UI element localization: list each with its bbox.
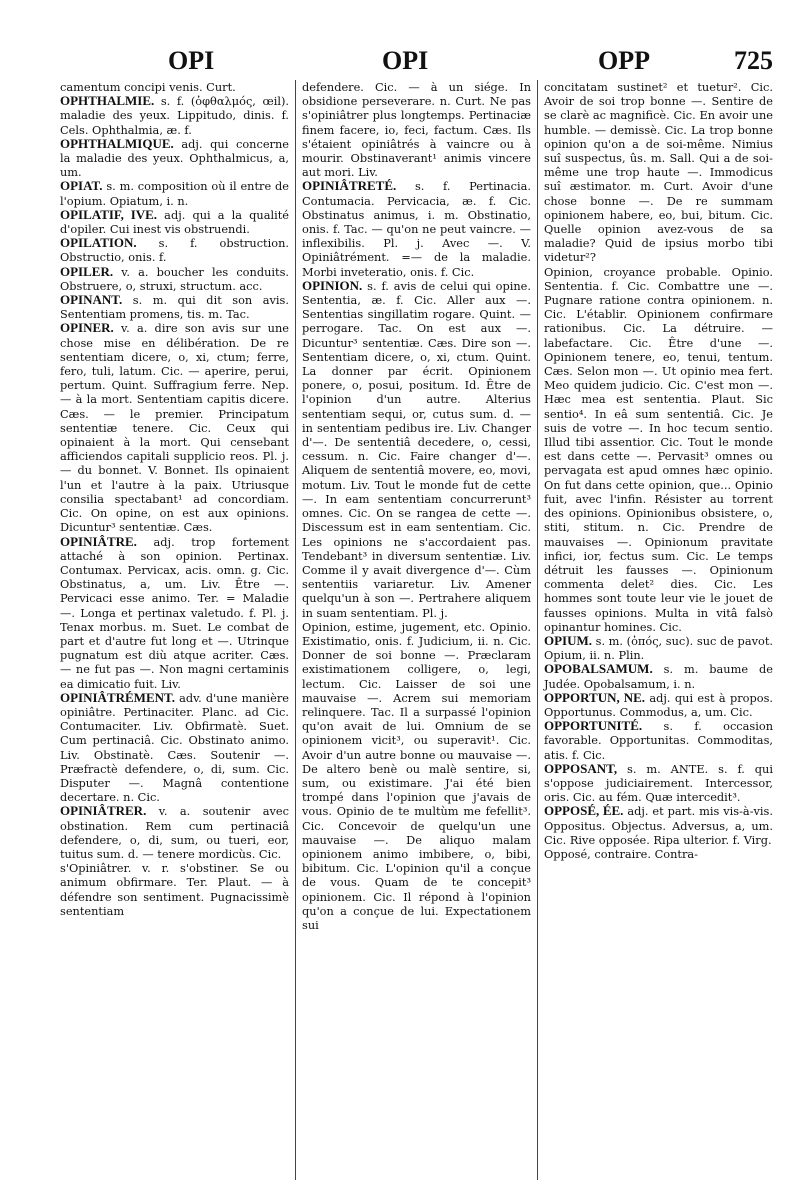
dictionary-entry: OPINIÂTRE. adj. trop fortement attaché à son opinion. Pertinax. Contumax. Pervicax, acis. omn. g. Cic. Obstinatus, a, um. Liv. Être —. Pervicaci esse animo. Ter. = Maladie —. Longa et pertinax valetudo. f. Pl. j. Tenax morbus. m. Suet. Le combat de part et d'autre fut long et —. Utrinque pugnatum est diù atque acriter. Cæs. — ne fut pas —. Non magni certaminis ea dimicatio fuit. Liv.	[60, 533, 289, 691]
dictionary-entry: OPINIÂTRER. v. a. soutenir avec obstination. Rem cum pertinaciâ defendere, o, di, sum, ou tueri, eor, tuitus sum. d. — tenere mordicùs. Cic.	[60, 803, 289, 861]
dictionary-entry: OPOBALSAMUM. s. m. baume de Judée. Opobalsamum, i. n.	[544, 661, 773, 691]
dictionary-entry: OPINANT. s. m. qui dit son avis. Sententiam promens, tis. m. Tac.	[60, 292, 289, 322]
dictionary-entry: OPPOSÉ, ÉE. adj. et part. mis vis-à-vis. Oppositus. Objectus. Adversus, a, um. Cic. Rive opposée. Ripa ulterior. f. Virg.	[544, 803, 773, 847]
dictionary-entry: Opposé, contraire. Contra-	[544, 846, 698, 861]
column-1	[60, 80, 289, 1180]
dictionary-entry: OPPOSANT, s. m. ANTE. s. f. qui s'oppose judiciairement. Intercessor, oris. Cic. au fém. Quæ intercedit³.	[544, 760, 773, 805]
dictionary-entry: OPPORTUNITÉ. s. f. occasion favorable. Opportunitas. Commoditas, atis. f. Cic.	[544, 718, 773, 762]
dictionary-entry: concitatam sustinet² et tuetur². Cic. Avoir de soi trop bonne —. Sentire de se clarè ac magnificè. Cic. En avoir une humble. — demissè. Cic. La trop bonne opinion qu'on a de soi-même. Nimius suî suspectus, ûs. m. Sall. Qui a de soi-même une trop haute —. Immodicus suî æstimator. m. Curt. Avoir d'une chose bonne —. De re summam opinionem habere, eo, bui, bitum. Cic. Quelle opinion avez-vous de sa maladie? Quid de ipsius morbo tibi videtur²?	[544, 80, 773, 265]
running-header	[60, 46, 773, 80]
dictionary-entry: OPILATION. s. f. obstruction. Obstructio, onis. f.	[60, 235, 289, 265]
dictionary-entry: camentum concipi venis. Curt.	[60, 80, 236, 94]
header-right: OPP	[598, 46, 650, 75]
dictionary-entry: OPINIÂTRETÉ. s. f. Pertinacia. Contumacia. Pervicacia, æ. f. Cic. Obstinatus animus, i. m. Obstinatio, onis. f. Tac. — qu'on ne peut vaincre. — inflexibilis. Pl. j. Avec —. V. Opiniâtrément. =— de la maladie. Morbi inveteratio, onis. f. Cic.	[302, 178, 531, 279]
dictionary-entry: OPIUM. s. m. (ὀπός, suc). suc de pavot. Opium, ii. n. Plin.	[544, 632, 773, 663]
dictionary-entry: defendere. Cic. — à un siége. In obsidione perseverare. n. Curt. Ne pas s'opiniâtrer plus longtemps. Pertinaciæ finem facere, io, feci, factum. Cæs. Ils s'étaient opiniâtrés à vaincre ou à mourir. Obstinaverant¹ animis vincere aut mori. Liv.	[302, 80, 531, 180]
column-3	[537, 80, 773, 1180]
dictionary-entry: OPINIÂTRÉMENT. adv. d'une manière opiniâtre. Pertinaciter. Planc. ad Cic. Contumaciter. Liv. Obfirmatè. Suet. Cum pertinaciâ. Cic. Obstinato animo. Liv. Obstinatè. Cæs. Soutenir —. Præfractè defendere, o, di, sum. Cic. Disputer —. Magnâ contentione decertare. n. Cic.	[60, 689, 289, 805]
page-number: 725	[734, 46, 773, 75]
dictionary-entry: OPINION. s. f. avis de celui qui opine. Sententia, æ. f. Cic. Aller aux —. Sententias singillatim rogare. Quint. — perrogare. Tac. On est aux —. Dicuntur³ sententiæ. Cæs. Dire son —. Sententiam dicere, o, xi, ctum. Quint. La donner par écrit. Opinionem ponere, o, posui, positum. Id. Être de l'opinion d'un autre. Alterius sententiam sequi, or, cutus sum. d. — in sententiam pedibus ire. Liv. Changer d'—. De sententiâ decedere, o, cessi, cessum. n. Cic. Faire changer d'—. Aliquem de sententiâ movere, eo, movi, motum. Liv. Tout le monde fut de cette —. In eam sententiam concurrerunt³ omnes. Cic. On se rangea de cette —. Discessum est in eam sententiam. Cic. Les opinions ne s'accordaient pas. Tendebant³ in diversum sententiæ. Liv. Comme il y avait divergence d'—. Cùm sententiis variaretur. Liv. Amener quelqu'un à son —. Pertrahere aliquem in suam sententiam. Pl. j.	[302, 277, 531, 620]
header-left: OPI	[168, 46, 215, 75]
columns	[60, 80, 773, 1180]
dictionary-entry: OPPORTUN, NE. adj. qui est à propos. Opportunus. Commodus, a, um. Cic.	[544, 689, 773, 719]
dictionary-entry: Opinion, croyance probable. Opinio. Sententia. f. Cic. Combattre une —. Pugnare ratione contra opinionem. n. Cic. L'établir. Opinionem confirmare rationibus. Cic. La détruire. — labefactare. Cic. Être d'une —. Opinionem tenere, eo, tenui, tentum. Cæs. Selon mon —. Ut opinio mea fert. Meo quidem judicio. Cic. C'est mon —. Hæc mea est sententia. Plaut. Sic sentio⁴. In eâ sum sententiâ. Cic. Je suis de votre —. In hoc tecum sentio. Illud tibi assentior. Cic. Tout le monde est dans cette —. Pervasit³ omnes ou pervagata est apud omnes hæc opinio. On fut dans cette opinion, que... Opinio fuit, avec l'infin. Résister au torrent des opinions. Opinionibus obsistere, o, stiti, stitum. n. Cic. Prendre de mauvaises —. Opinionum pravitate infici, ior, fectus sum. Cic. Le temps détruit les fausses —. Opinionum commenta delet² dies. Cic. Les hommes sont toute leur vie le jouet de fausses opinions. Multa in vitâ falsò opinantur homines. Cic.	[544, 264, 773, 634]
dictionary-entry: OPILATIF, IVE. adj. qui a la qualité d'opiler. Cui inest vis obstruendi.	[60, 206, 289, 237]
dictionary-entry: OPIAT. s. m. composition où il entre de l'opium. Opiatum, i. n.	[60, 178, 289, 208]
dictionary-entry: OPILER. v. a. boucher les conduits. Obstruere, o, struxi, structum. acc.	[60, 263, 289, 293]
dictionary-entry: OPHTHALMIE. s. f. (ὀφθαλμός, œil). maladie des yeux. Lippitudo, dinis. f. Cels. Ophthalmia, æ. f.	[60, 93, 289, 137]
dictionary-entry: OPHTHALMIQUE. adj. qui concerne la maladie des yeux. Ophthalmicus, a, um.	[60, 135, 289, 180]
column-2	[295, 80, 531, 1180]
dictionary-entry: OPINER. v. a. dire son avis sur une chose mise en délibération. De re sententiam dicere, o, xi, ctum; ferre, fero, tuli, latum. Cic. — aperire, perui, pertum. Quint. Suffragium ferre. Nep. — à la mort. Sententiam capitis dicere. Cæs. — le premier. Principatum sententiæ tenere. Cic. Ceux qui opinaient à la mort. Qui censebant afficiendos capitali supplicio reos. Pl. j. — du bonnet. V. Bonnet. Ils opinaient l'un et l'autre à la paix. Utriusque consilia spectabant¹ ad concordiam. Cic. On opine, on est aux opinions. Dicuntur³ sententiæ. Cæs.	[60, 320, 289, 535]
header-center: OPI	[382, 46, 429, 75]
dictionary-entry: s'Opiniâtrer. v. r. s'obstiner. Se ou animum obfirmare. Ter. Plaut. — à défendre son sentiment. Pugnacissimè sententiam	[60, 861, 289, 918]
dictionary-entry: Opinion, estime, jugement, etc. Opinio. Existimatio, onis. f. Judicium, ii. n. Cic. Donner de soi bonne —. Præclaram existimationem colligere, o, legi, lectum. Cic. Laisser de soi une mauvaise —. Acrem sui memoriam relinquere. Tac. Il a surpassé l'opinion qu'on avait de lui. Omnium de se opinionem vicit³, ou superavit¹. Cic. Avoir d'un autre bonne ou mauvaise —. De altero benè ou malè sentire, si, sum, ou existimare. J'ai été bien trompé dans l'opinion que j'avais de vous. Opinio de te multùm me fefellit³. Cic. Concevoir de quelqu'un une mauvaise —. De aliquo malam opinionem animo imbibere, o, bibi, bibitum. Cic. L'opinion qu'il a conçue de vous. Quam de te concepit³ opinionem. Cic. Il répond à l'opinion qu'on a conçue de lui. Expectationem sui	[302, 619, 531, 932]
